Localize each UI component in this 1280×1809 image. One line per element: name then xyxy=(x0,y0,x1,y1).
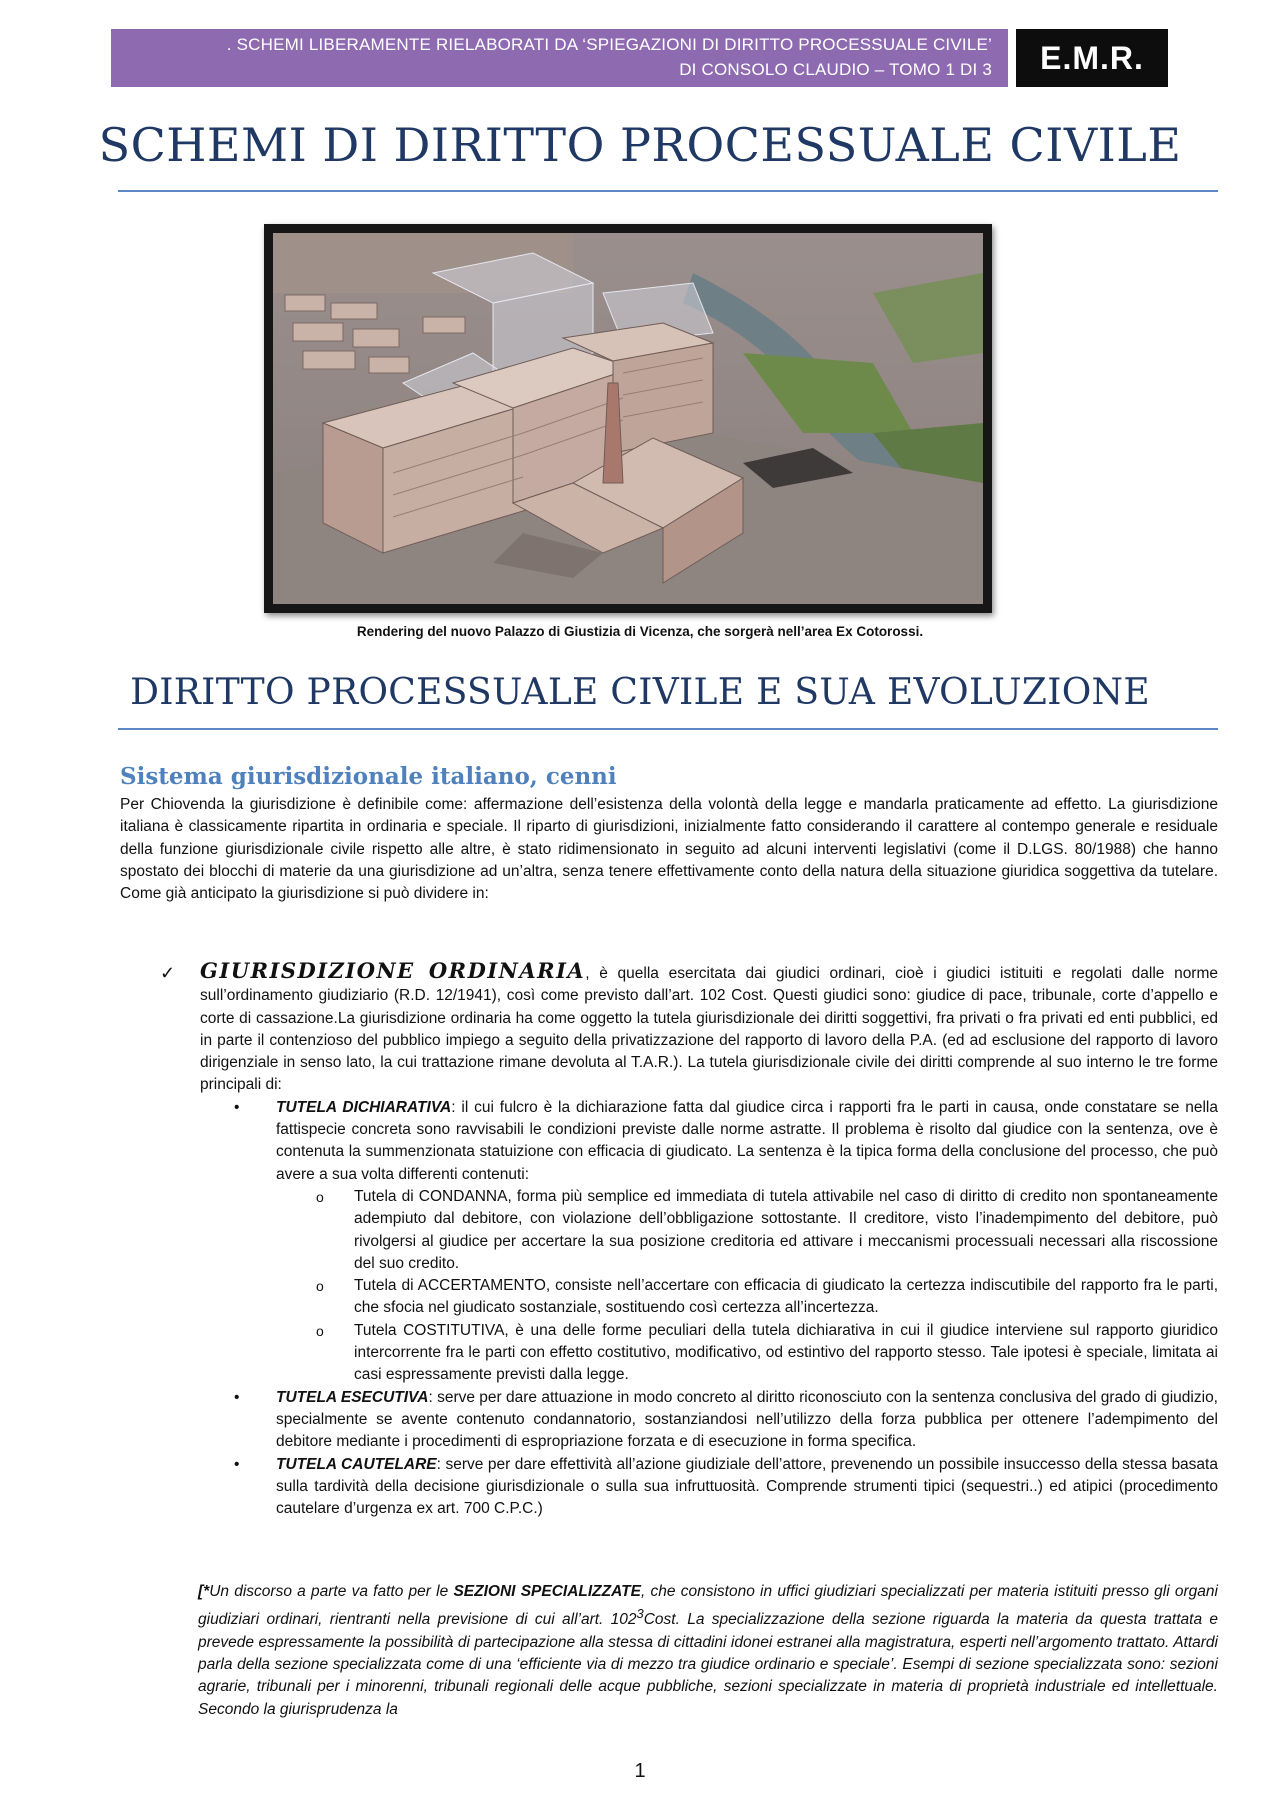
bullet-icon: • xyxy=(234,1455,240,1473)
circle-bullet-icon: o xyxy=(316,1322,324,1339)
note-bold-term: SEZIONI SPECIALIZZATE xyxy=(453,1583,641,1600)
intro-paragraph: Per Chiovenda la giurisdizione è definibile come: affermazione dell’esistenza della volontà della legge e mandarla praticamente ad effetto. La giurisdizione italiana è classicamente ripartita in ordinaria e speciale. Il riparto di giurisdizioni, inizialmente fatto considerando il carattere al contempo generale e residuale della funzione giurisdizionale civile rispetto alle altre, è stato ridimensionato in seguito ad alcuni interventi legislativi (come il D.LGS. 80/1988) che hanno spostato dei blocchi di materie da una giurisdizione ad un’altra, senza tenere effettivamente conto della natura della situazione giuridica soggettiva da tutelare. Come già anticipato la giurisdizione si può dividere in: xyxy=(120,796,1218,903)
note-text-1: Un discorso a parte va fatto per le xyxy=(209,1583,454,1600)
building-rendering-image xyxy=(264,224,992,613)
costitutiva-text: Tutela COSTITUTIVA, è una delle forme peculiari della tutela dichiarativa in cui il giudice interviene sul rapporto giuridico intercorrente fra le parti con effetto costitutivo, modificativo, od estintivo del rapporto stesso. Tale ipotesi è speciale, limitata ai casi espressamente previsti dalla legge. xyxy=(354,1321,1218,1384)
circle-bullet-icon: o xyxy=(316,1188,324,1205)
ordinaria-paragraph xyxy=(200,960,1218,1097)
accertamento-text: Tutela di ACCERTAMENTO, consiste nell’accertare con efficacia di giudicato la certezza indiscutibile del rapporto fra le parti, che sfocia nel giudicato sostanziale, sostituendo così certezza all’incertezza. xyxy=(354,1277,1218,1317)
figure-caption: Rendering del nuovo Palazzo di Giustizia di Vicenza, che sorgerà nell’area Ex Cotorossi. xyxy=(356,624,924,639)
cautelare-text: : serve per dare effettività all’azione giudiziale dell’attore, prevenendo un possibile insuccesso della stessa basata sulla tardività della decisione giurisdizionale o sulla sua infruttuosità. Comprende strumenti tipici (sequestri..) ed atipici (procedimento cautelare d’urgenza ex art. 700 C.P.C.) xyxy=(276,1455,1218,1518)
document-title: SCHEMI DI DIRITTO PROCESSUALE CIVILE xyxy=(98,118,1182,172)
header-line-2: DI CONSOLO CLAUDIO – TOMO 1 DI 3 xyxy=(679,60,992,79)
list-item-accertamento xyxy=(316,1275,1218,1320)
list-item-costitutiva xyxy=(316,1320,1218,1387)
section-title: DIRITTO PROCESSUALE CIVILE E SUA EVOLUZIONE xyxy=(130,672,1150,713)
list-item-esecutiva xyxy=(234,1387,1218,1454)
list-item-dichiarativa xyxy=(234,1097,1218,1186)
author-badge: E.M.R. xyxy=(1016,29,1168,87)
header-line-1: . SCHEMI LIBERAMENTE RIELABORATI DA ‘SPIEGAZIONI DI DIRITTO PROCESSUALE CIVILE’ xyxy=(226,35,992,54)
cautelare-label: TUTELA CAUTELARE xyxy=(276,1455,437,1473)
ordinaria-heading: GIURISDIZIONE ORDINARIA xyxy=(200,958,586,983)
condanna-text: Tutela di CONDANNA, forma più semplice ed immediata di tutela attivabile nel caso di diritto di credito non spontaneamente adempiuto dal debitore, con violazione dell’obbligazione sottostante. Il creditore, visto l’inadempimento del debitore, può rivolgersi al giudice per accertare la sua posizione creditoria ed attivare i meccanismi processuali necessari alla riscossione del suo credito. xyxy=(354,1187,1218,1272)
note-superscript: 3 xyxy=(636,1606,644,1622)
esecutiva-text: : serve per dare attuazione in modo concreto al diritto riconosciuto con la sentenza conclusiva del grado di giudizio, specialmente se avente contenuto condannatorio, sostanziandosi nell’utilizzo della forza pubblica per ottenere l’adempimento del debitore mediante i procedimenti di espropriazione forzata e di esecuzione in forma specifica. xyxy=(276,1388,1218,1451)
subheading: Sistema giurisdizionale italiano, cenni xyxy=(120,763,617,790)
building-rendering-drawing xyxy=(273,233,983,604)
sezioni-specializzate-note xyxy=(198,1581,1218,1721)
note-text-3: Cost. La specializzazione della sezione riguarda la materia da questa trattata e prevede espressamente la possibilità di partecipazione alla stessa di cittadini idonei estranei alla magistratura, esperti nell’argomento trattato. Attardi parla della sezione specializzata come di una ‘efficiente via di mezzo tra giudice ordinario e speciale’. Esempi di sezione specializzata sono: sezioni agrarie, tribunali per i minorenni, tribunali regionali delle acque pubbliche, sezioni specializzate in materia di proprietà industriale ed intellettuale. Secondo la giurisprudenza la xyxy=(198,1611,1219,1718)
bullet-icon: • xyxy=(234,1388,240,1406)
dichiarativa-label: TUTELA DICHIARATIVA xyxy=(276,1098,452,1116)
note-text-2: , che consistono in uffici giudiziari specializzati per materia istituiti presso gli organi giudiziari ordinari, rientranti nella previsione di cui all’art. 102 xyxy=(198,1583,1218,1629)
dichiarativa-text: : il cui fulcro è la dichiarazione fatta dal giudice circa i rapporti fra le parti in causa, onde constatare se nella fattispecie concreta sono ravvisabili le condizioni previste dalle norme astratte. Il problema è risolto dal giudice con la sentenza, ove è contenuta la summenzionata statuizione con efficacia di giudicato. La sentenza è la tipica forma della conclusione del processo, che può avere a sua volta differenti contenuti: xyxy=(276,1098,1218,1183)
esecutiva-label: TUTELA ESECUTIVA xyxy=(276,1388,429,1406)
list-item-condanna xyxy=(316,1186,1218,1275)
header-band xyxy=(111,29,1008,87)
list-item-cautelare xyxy=(234,1454,1218,1521)
title-divider xyxy=(118,190,1218,192)
note-bracket: [* xyxy=(198,1583,210,1600)
ordinaria-text: , è quella esercitata dai giudici ordinari, cioè i giudici istituiti e regolati dalle norme sull’ordinamento giudiziario (R.D. 12/1941), così come previsto dall’art. 102 Cost. Questi giudici sono: giudice di pace, tribunale, corte d’appello e corte di cassazione.La giurisdizione ordinaria ha come oggetto la tutela giurisdizionale dei diritti soggettivi, fra privati o fra privati ed enti pubblici, ed in parte il contenzioso del pubblico impiego a seguito della privatizzazione del rapporto di lavoro della P.A. (ed ad esclusione del rapporto di lavoro dirigenziale in senso lato, la cui trattazione rimane devoluta al T.A.R.). La tutela giurisdizionale civile dei diritti comprende al suo interno le tre forme principali di: xyxy=(200,965,1219,1094)
page-number: 1 xyxy=(634,1760,646,1782)
bullet-icon: • xyxy=(234,1098,240,1116)
ordinaria-block xyxy=(120,960,1218,1520)
circle-bullet-icon: o xyxy=(316,1278,324,1295)
checkmark-icon: ✓ xyxy=(160,963,176,983)
section-divider xyxy=(118,728,1218,730)
